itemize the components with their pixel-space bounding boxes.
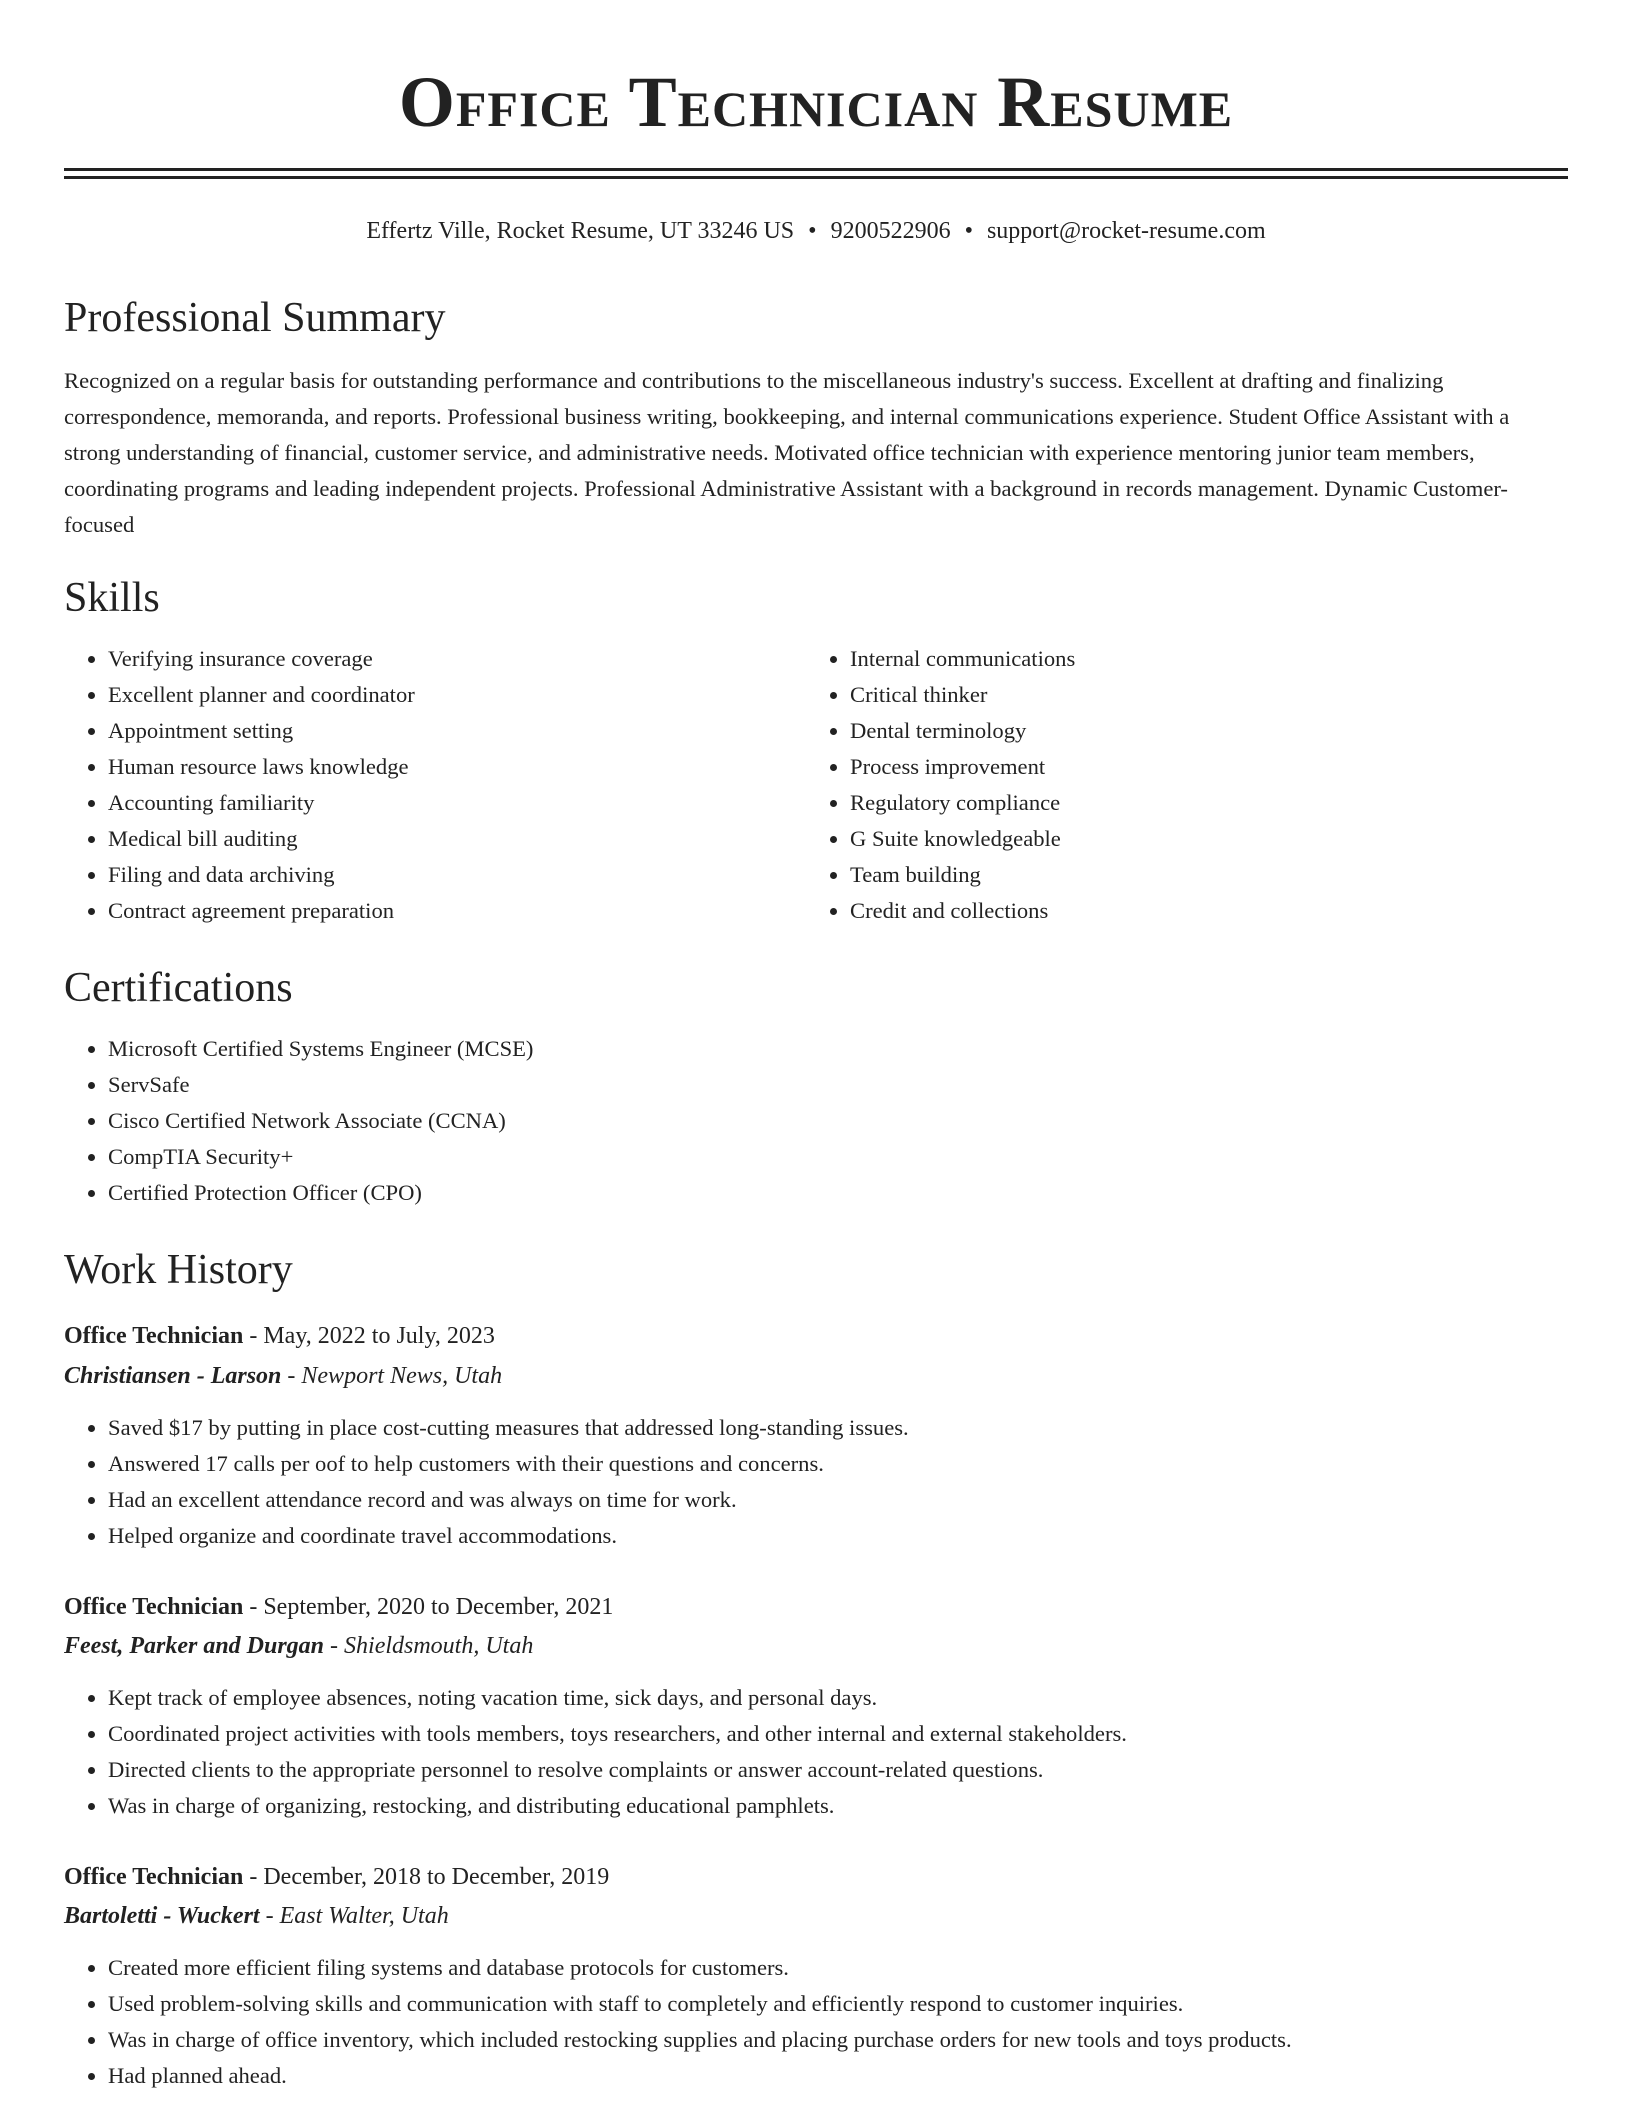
contact-separator: • [964, 218, 973, 244]
job-company-line [64, 1628, 533, 1664]
job-company-line [64, 1358, 502, 1394]
skills-list-left [64, 641, 808, 929]
skill-item: • Credit and collections [850, 893, 1550, 929]
skill-item: • Appointment setting [108, 713, 808, 749]
job-title-line [64, 1589, 613, 1625]
job-company-line [64, 1898, 449, 1934]
job-title-line [64, 1859, 609, 1895]
skill-item: • Human resource laws knowledge [108, 749, 808, 785]
job-bullet: • Had an excellent attendance record and was always on time for work. [108, 1482, 1568, 1518]
skill-item: • Excellent planner and coordinator [108, 677, 808, 713]
certification-item: • CompTIA Security+ [108, 1139, 1568, 1175]
contact-address: Effertz Ville, Rocket Resume, UT 33246 US [366, 218, 795, 244]
job-bullet: • Was in charge of office inventory, which included restocking supplies and placing purchase orders for new tools and toys products. [108, 2022, 1568, 2058]
certification-item: • Certified Protection Officer (CPO) [108, 1175, 1568, 1211]
job-dates: - December, 2018 to December, 2019 [243, 1864, 610, 1890]
job-company: Christiansen - Larson [64, 1363, 282, 1389]
skill-item: • Verifying insurance coverage [108, 641, 808, 677]
skill-item: • Critical thinker [850, 677, 1550, 713]
certifications-list [64, 1031, 1568, 1211]
certification-item: • ServSafe [108, 1067, 1568, 1103]
skill-item: • Regulatory compliance [850, 785, 1550, 821]
title-rule-thin [64, 176, 1568, 179]
certification-item: • Cisco Certified Network Associate (CCNA) [108, 1103, 1568, 1139]
certifications-heading: Certifications [64, 965, 293, 1011]
skill-item: • Filing and data archiving [108, 857, 808, 893]
job-dates: - May, 2022 to July, 2023 [243, 1323, 495, 1349]
job-bullet: • Helped organize and coordinate travel accommodations. [108, 1518, 1568, 1554]
skill-item: • Contract agreement preparation [108, 893, 808, 929]
skill-item: • Accounting familiarity [108, 785, 808, 821]
job-bullet: • Had planned ahead. [108, 2058, 1568, 2094]
summary-heading: Professional Summary [64, 295, 446, 341]
job-company: Feest, Parker and Durgan [64, 1633, 325, 1659]
resume-title: Office Technician Resume [398, 62, 1234, 142]
job-company: Bartoletti - Wuckert [64, 1903, 260, 1929]
job-bullets [64, 1410, 1568, 1554]
job-bullet: • Kept track of employee absences, noting vacation time, sick days, and personal days. [108, 1680, 1568, 1716]
skills-heading: Skills [64, 575, 160, 621]
job-bullet: • Created more efficient filing systems and database protocols for customers. [108, 1950, 1568, 1986]
contact-line [64, 214, 1568, 248]
skills-list-right [806, 641, 1550, 929]
job-title: Office Technician [64, 1864, 244, 1890]
skill-item: • Dental terminology [850, 713, 1550, 749]
contact-phone: 9200522906 [830, 218, 951, 244]
job-bullets [64, 1680, 1568, 1824]
title-rule-thick [64, 168, 1568, 171]
job-dates: - September, 2020 to December, 2021 [243, 1594, 614, 1620]
job-title-line [64, 1318, 495, 1354]
job-location: - Newport News, Utah [281, 1363, 503, 1389]
summary-text: Recognized on a regular basis for outstanding performance and contributions to the miscellaneous industry's success. Excellent at drafting and finalizing correspondence, memoranda, and reports. Professional business writing, bookkeeping, and internal communications experience. Student Office Assistant with a strong understanding of financial, customer service, and administrative needs. Motivated office technician with experience mentoring junior team members, coordinating programs and leading independent projects. Professional Administrative Assistant with a background in records management. Dynamic Customer-focused [64, 368, 1510, 537]
job-bullet: • Saved $17 by putting in place cost-cutting measures that addressed long-standing issues. [108, 1410, 1568, 1446]
contact-email: support@rocket-resume.com [986, 218, 1266, 244]
job-bullet: • Used problem-solving skills and communication with staff to completely and efficiently respond to customer inquiries. [108, 1986, 1568, 2022]
job-bullet: • Coordinated project activities with tools members, toys researchers, and other internal and external stakeholders. [108, 1716, 1568, 1752]
job-location: - East Walter, Utah [259, 1903, 449, 1929]
skill-item: • Process improvement [850, 749, 1550, 785]
job-bullet: • Was in charge of organizing, restocking, and distributing educational pamphlets. [108, 1788, 1568, 1824]
job-bullet: • Directed clients to the appropriate personnel to resolve complaints or answer account-related questions. [108, 1752, 1568, 1788]
skill-item: • G Suite knowledgeable [850, 821, 1550, 857]
work-history-heading: Work History [64, 1247, 293, 1293]
job-title: Office Technician [64, 1594, 244, 1620]
contact-separator: • [808, 218, 817, 244]
job-bullet: • Answered 17 calls per oof to help customers with their questions and concerns. [108, 1446, 1568, 1482]
certification-item: • Microsoft Certified Systems Engineer (MCSE) [108, 1031, 1568, 1067]
job-title: Office Technician [64, 1323, 244, 1349]
job-location: - Shieldsmouth, Utah [324, 1633, 534, 1659]
skill-item: • Team building [850, 857, 1550, 893]
skill-item: • Medical bill auditing [108, 821, 808, 857]
skill-item: • Internal communications [850, 641, 1550, 677]
job-bullets [64, 1950, 1568, 2094]
